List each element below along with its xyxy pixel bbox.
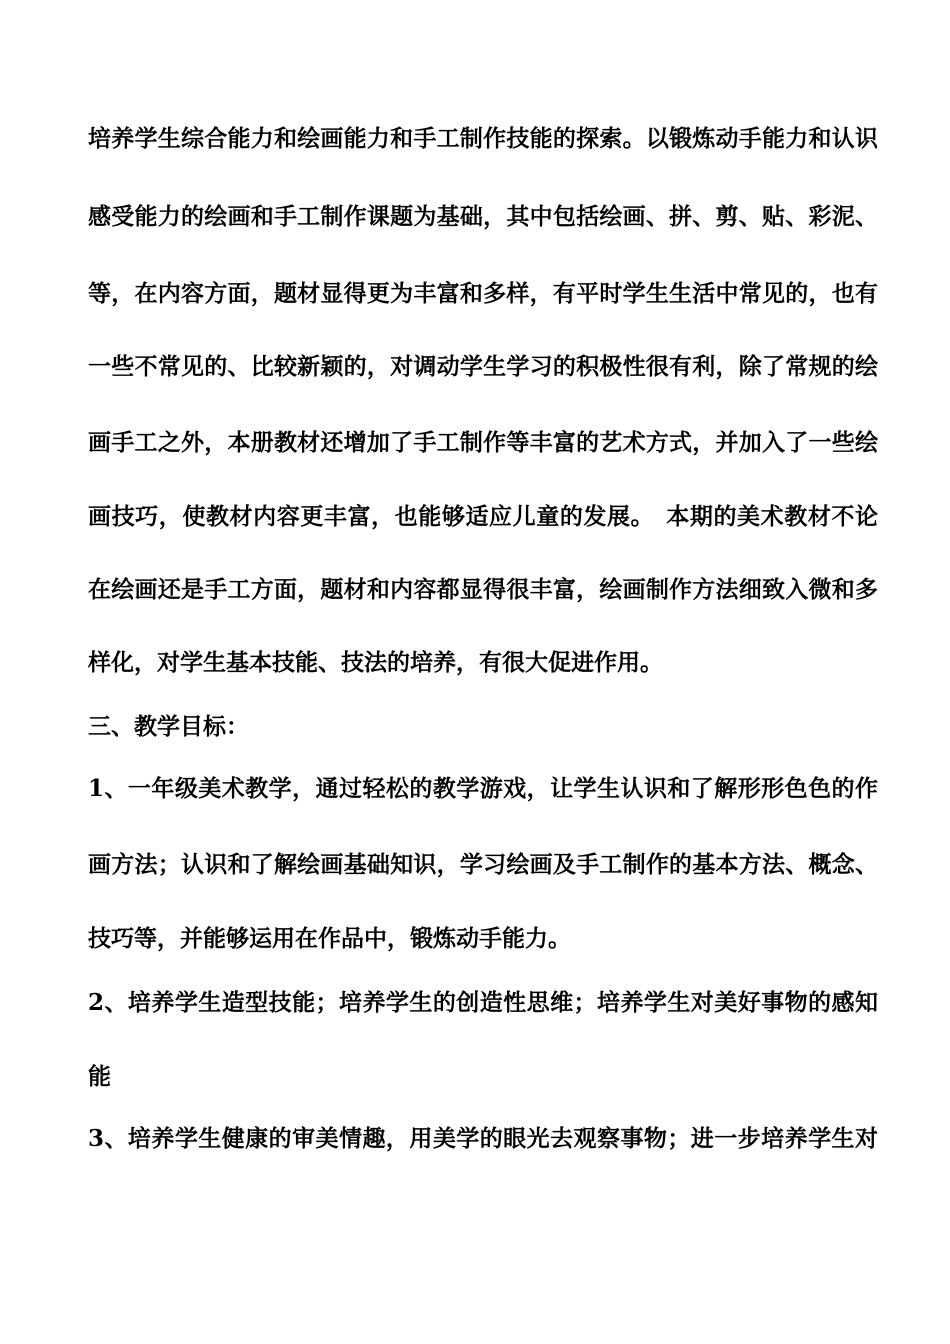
section-heading: 三、教学目标： <box>88 713 249 740</box>
text-line: 在绘画还是手工方面，题材和内容都显得很丰富，绘画制作方法细致入微和多 <box>88 576 878 603</box>
text-line: 技巧等，并能够运用在作品中，锻炼动手能力。 <box>88 925 571 952</box>
text-line: 一些不常见的、比较新颖的，对调动学生学习的积极性很有利，除了常规的绘 <box>88 353 878 380</box>
text-line: 感受能力的绘画和手工制作课题为基础，其中包括绘画、拼、剪、贴、彩泥、 <box>88 203 878 230</box>
text-line: 1、一年级美术教学，通过轻松的教学游戏，让学生认识和了解形形色色的作 <box>88 775 878 802</box>
text-line: 画方法；认识和了解绘画基础知识，学习绘画及手工制作的基本方法、概念、 <box>88 851 878 878</box>
text-line: 3、培养学生健康的审美情趣，用美学的眼光去观察事物；进一步培养学生对 <box>88 1125 878 1152</box>
text-line: 样化，对学生基本技能、技法的培养，有很大促进作用。 <box>88 649 663 676</box>
text-line: 画技巧，使教材内容更丰富，也能够适应儿童的发展。 本期的美术教材不论 <box>88 503 878 530</box>
text-line: 画手工之外，本册教材还增加了手工制作等丰富的艺术方式，并加入了一些绘 <box>88 429 878 456</box>
text-line: 等，在内容方面，题材显得更为丰富和多样，有平时学生生活中常见的，也有 <box>88 280 878 307</box>
text-line: 培养学生综合能力和绘画能力和手工制作技能的探索。以锻炼动手能力和认识 <box>88 125 878 152</box>
text-line: 2、培养学生造型技能；培养学生的创造性思维；培养学生对美好事物的感知 <box>88 989 878 1016</box>
text-line: 能 <box>88 1063 111 1090</box>
